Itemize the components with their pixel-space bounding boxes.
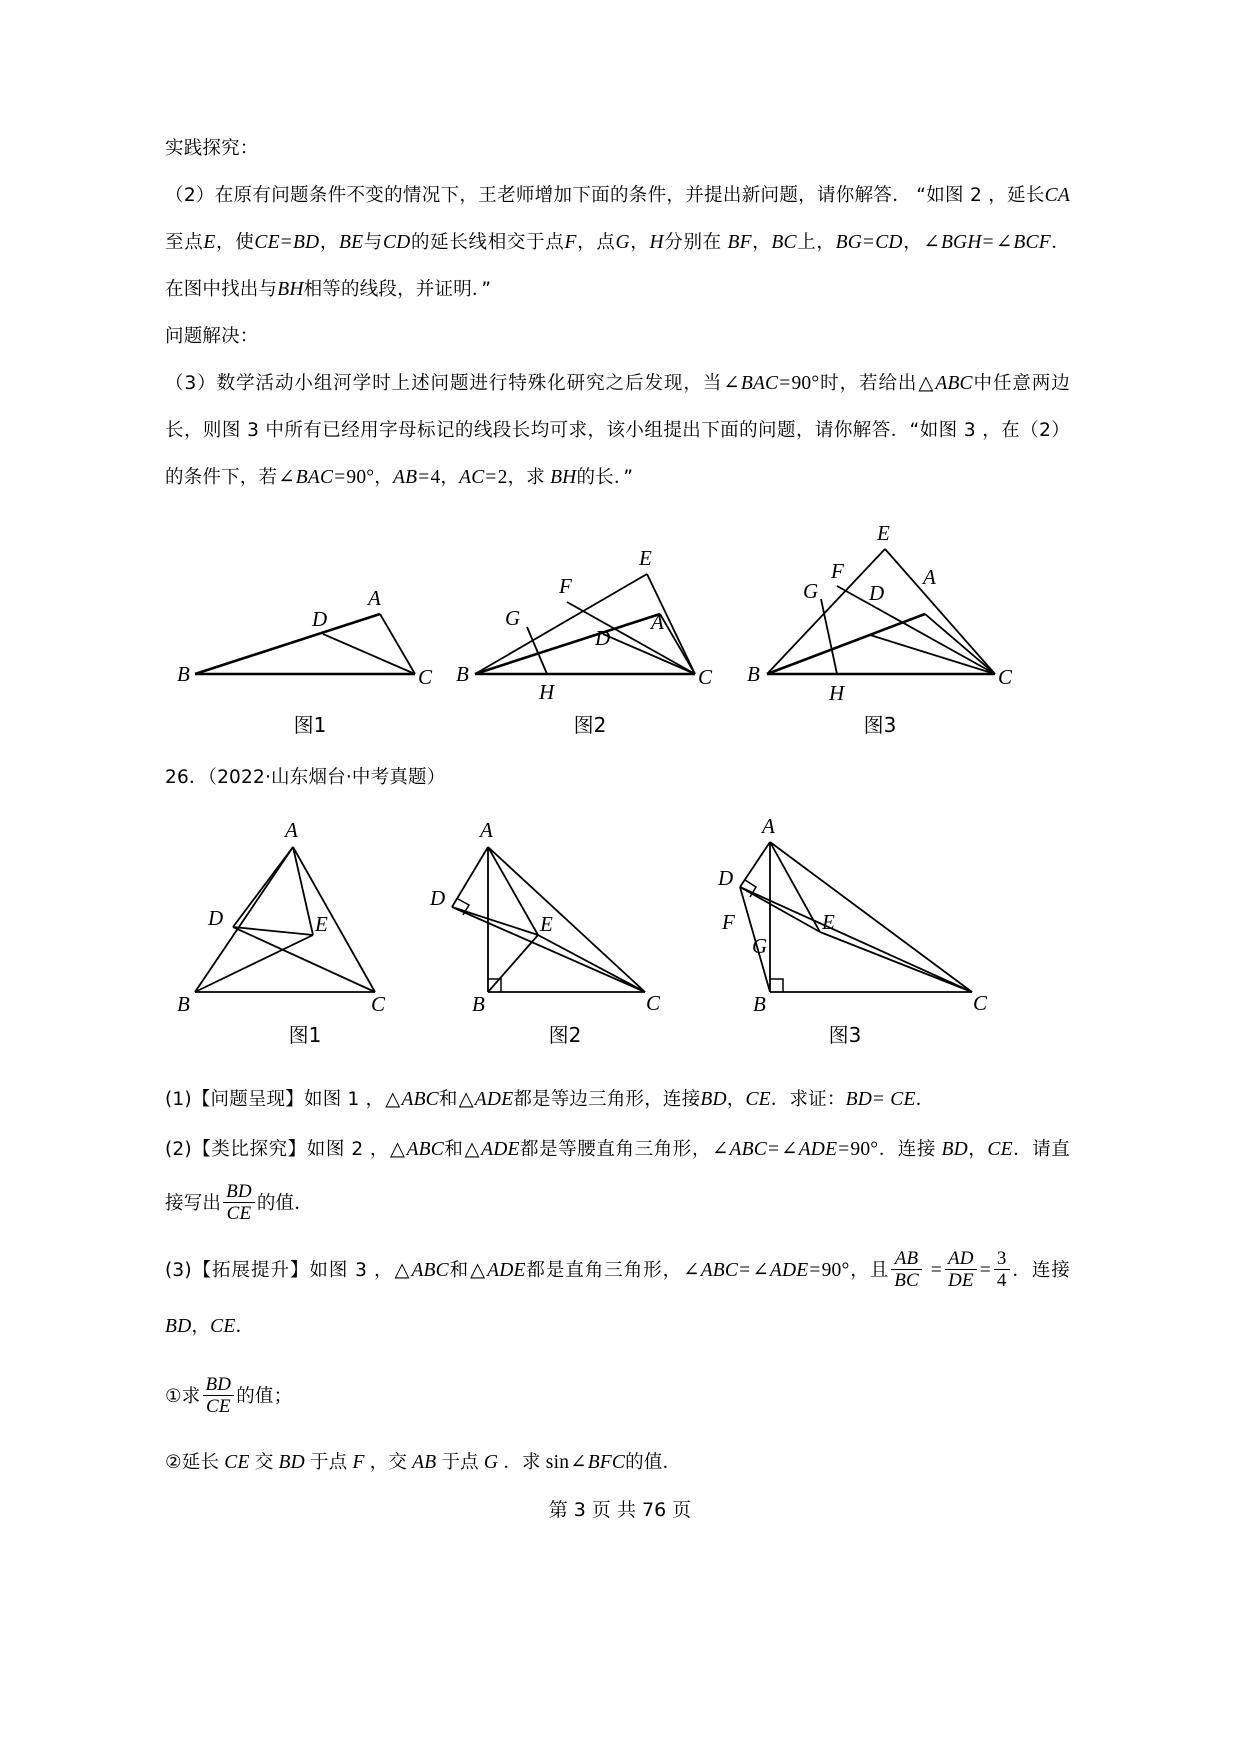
label-A: A: [762, 814, 775, 838]
figure-2-2-svg: [430, 807, 690, 1017]
question-3-paragraph: （3）数学活动小组河学时上述问题进行特殊化研究之后发现，当∠BAC=90°时，若给出△ABC中任意两边长，则图 3 中所有已经用字母标记的线段长均可求，该小组提出下面的问题，请你解答．“如图 3 ，在（2）的条件下，若∠BAC=90°，AB=4，AC=2，求 BH的长．”: [165, 373, 1071, 488]
label-F: F: [559, 574, 572, 598]
label-C: C: [418, 665, 433, 689]
label-B: B: [472, 992, 485, 1016]
label-D: D: [208, 906, 224, 930]
part2-label: (2)【类比探究】: [165, 1139, 307, 1160]
figure-2-1: [175, 807, 425, 1017]
label-D: D: [869, 581, 885, 605]
label-E: E: [315, 912, 328, 936]
fraction-ad-de: $\frac{AD}{DE}$: [945, 1248, 977, 1292]
label-G: G: [752, 934, 768, 958]
label-C: C: [998, 665, 1013, 689]
label-D: D: [595, 626, 611, 650]
q26-sub-2: ②延长 CE 交 BD 于点 F ，交 AB 于点 G ．求 sin∠BFC的值．: [165, 1452, 682, 1473]
label-A: A: [923, 565, 936, 589]
label-E: E: [822, 910, 835, 934]
label-E: E: [877, 521, 890, 545]
figure-row-1: [165, 519, 1070, 744]
item2-label: （2）: [165, 185, 215, 206]
label-D: D: [718, 866, 734, 890]
label-E: E: [540, 912, 553, 936]
item3-label: （3）: [165, 373, 217, 394]
figure-1-1: [175, 529, 445, 689]
label-C: C: [646, 991, 661, 1015]
page-footer: [0, 1495, 1240, 1522]
label-B: B: [177, 992, 190, 1016]
q26-number: 26．: [165, 767, 208, 788]
figure-caption-2-2: 图2: [548, 1023, 582, 1047]
figure-caption-2-3: 图3: [828, 1023, 862, 1047]
question-2-paragraph: （2）在原有问题条件不变的情况下，王老师增加下面的条件，并提出新问题，请你解答． “如图 2 ，延长CA至点E，使CE=BD，BE与CD的延长线相交于点F，点G，H分别在 BF，BC上，BG=CD，∠BGH= ∠BCF．在图中找出与BH相等的线段，并证明．”: [165, 185, 1071, 300]
figure-1-3-svg: [745, 504, 1025, 705]
label-E: E: [639, 546, 652, 570]
q26-part-3: (3)【拓展提升】如图 3 ，△ABC和△ADE都是直角三角形，∠ABC= ∠ADE=90°，且 $\frac{AB}{BC}$ = $\frac{AD}{DE}$ = $\frac{3}{4}$ ．连接BD，CE．: [165, 1247, 1070, 1337]
figure-1-3: [745, 504, 1025, 705]
sub2-marker: ②: [165, 1452, 182, 1473]
label-B: B: [456, 662, 469, 686]
q26-part-2: (2)【类比探究】如图 2 ，△ABC和△ADE都是等腰直角三角形，∠ABC= ∠ADE=90°．连接 BD，CE．请直接写出 $\frac{BD}{CE}$ 的值．: [165, 1139, 1071, 1225]
label-A: A: [285, 818, 298, 842]
label-B: B: [177, 662, 190, 686]
label-B: B: [747, 662, 760, 686]
figure-row-2: [165, 807, 1070, 1062]
sub1-marker: ①: [165, 1386, 182, 1407]
quote-open: “: [916, 185, 927, 206]
label-H: H: [829, 681, 845, 705]
part1-label: (1)【问题呈现】: [165, 1089, 305, 1110]
fraction-ab-bc: $\frac{AB}{BC}$: [891, 1248, 922, 1292]
figure-2-2: [430, 807, 690, 1017]
heading-solve: 问题解决：: [165, 326, 259, 347]
fraction-bd-ce-2: $\frac{BD}{CE}$: [203, 1374, 235, 1418]
figure-2-3: [710, 807, 1010, 1017]
fraction-three-quarters: $\frac{3}{4}$: [994, 1248, 1010, 1292]
page-footer-text: 第 3 页 共 76 页: [548, 1499, 692, 1521]
label-F: F: [831, 559, 844, 583]
figure-2-1-svg: [175, 807, 425, 1017]
label-A: A: [651, 610, 664, 634]
figure-caption-1-3: 图3: [863, 713, 897, 737]
label-F: F: [722, 910, 735, 934]
page-content: [165, 125, 1070, 1486]
label-H: H: [539, 680, 555, 704]
heading-practice: 实践探究：: [165, 138, 259, 159]
q26-source: （2022·山东烟台·中考真题）: [207, 767, 446, 788]
figure-caption-1-2: 图2: [573, 713, 607, 737]
fraction-bd-ce: $\frac{BD}{CE}$: [223, 1181, 255, 1225]
label-G: G: [505, 606, 521, 630]
part3-label: (3)【拓展提升】: [165, 1260, 310, 1281]
label-C: C: [371, 992, 386, 1016]
label-C: C: [698, 665, 713, 689]
q26-sub-1: ①求 $\frac{BD}{CE}$ 的值；: [165, 1373, 293, 1418]
label-A: A: [480, 818, 493, 842]
label-D: D: [430, 886, 446, 910]
label-B: B: [753, 992, 766, 1016]
label-G: G: [803, 579, 819, 603]
figure-2-3-svg: [710, 807, 1010, 1017]
item2-line1: 在原有问题条件不变的情况下，王老师增加下面的条件，并提出新问题，请你解答．: [214, 185, 912, 206]
figure-caption-1-1: 图1: [293, 713, 327, 737]
figure-caption-2-1: 图1: [288, 1023, 322, 1047]
label-C: C: [973, 991, 988, 1015]
figure-1-2: [455, 519, 725, 704]
q26-part-1: (1)【问题呈现】如图 1 ，△ABC和△ADE都是等边三角形，连接BD，CE．求证：BD= CE．: [165, 1089, 935, 1110]
figure-1-2-svg: [455, 519, 725, 704]
question-26-header: [165, 754, 1070, 801]
label-A: A: [368, 586, 381, 610]
label-D: D: [312, 607, 328, 631]
figure-1-1-svg: [175, 529, 445, 689]
